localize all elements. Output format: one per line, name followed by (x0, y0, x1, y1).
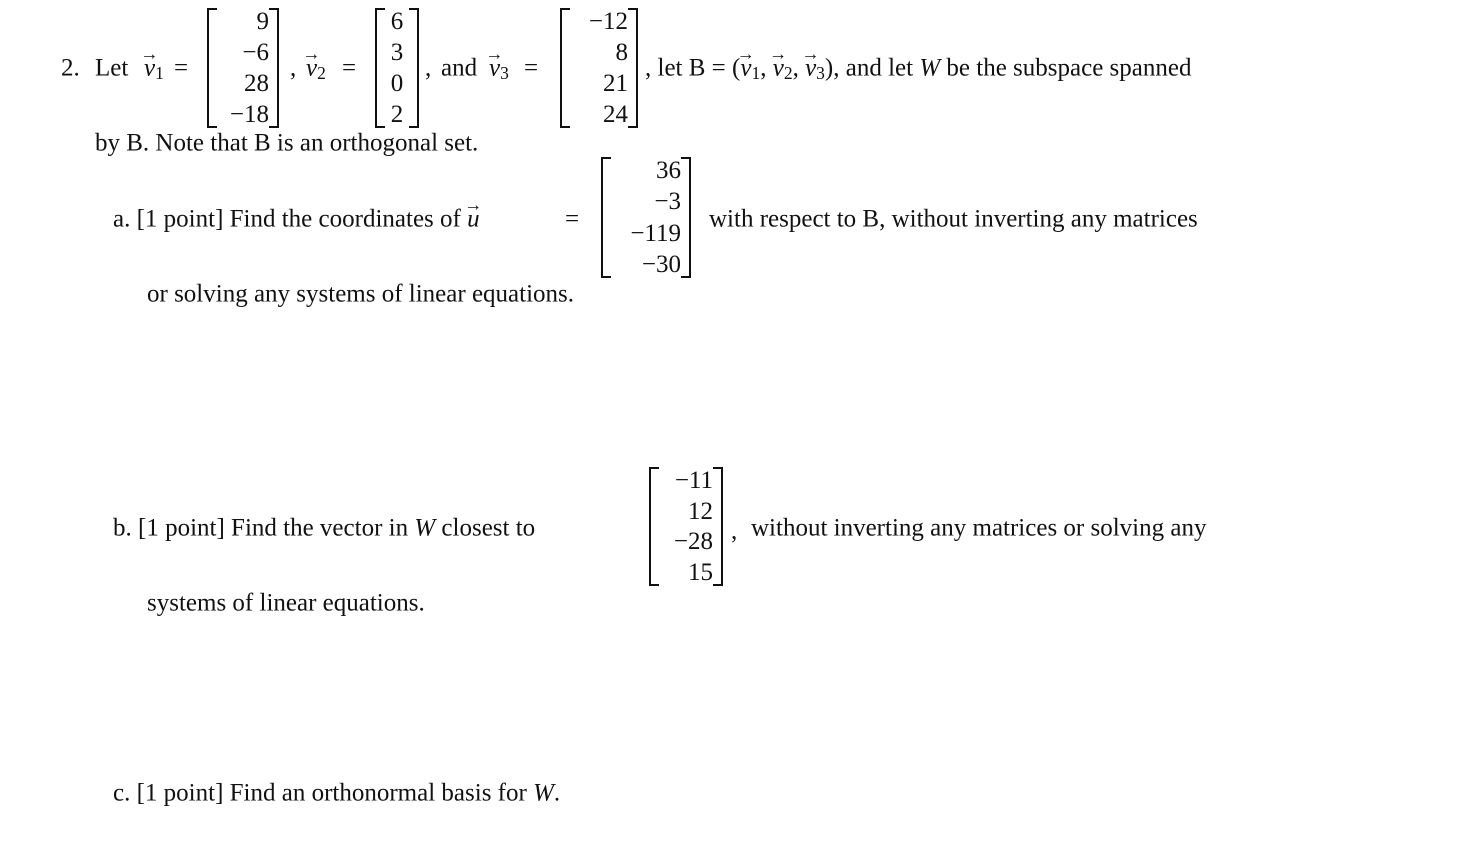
v1-entry: −18 (229, 101, 269, 128)
part-a-line-2: or solving any systems of linear equations. (147, 280, 575, 308)
part-a-text: a. [1 point] Find the coordinates of → u (113, 207, 480, 232)
v1-entry: 9 (256, 8, 269, 35)
problem-number: 2. (61, 54, 80, 82)
problem-statement-line-2: by B. Note that B is an orthogonal set. (95, 129, 479, 157)
comma: , (425, 54, 432, 82)
v1-entry: −6 (242, 39, 269, 66)
v3-matrix (560, 8, 638, 128)
v1-equals: = (174, 54, 189, 82)
v2-entry: 2 (390, 101, 404, 128)
basis-definition-text: , let B = (→ $v_1$, → $v_2$, → $v_3$), and let W be the subspace spanned (645, 56, 1191, 81)
v3-equals: = (524, 54, 539, 82)
u-equals: = (565, 205, 580, 233)
comma: , (731, 517, 738, 545)
part-a-text-continued: with respect to B, without inverting any matrices (709, 205, 1198, 233)
v3-entry: 21 (603, 70, 628, 97)
u-entry: −30 (641, 250, 681, 278)
v1-symbol: → $v_1$ (144, 56, 164, 81)
v1-entry: 28 (244, 70, 269, 97)
v3-entry: −12 (588, 8, 628, 35)
v2-entry: 6 (390, 8, 404, 35)
part-b-text: b. [1 point] Find the vector in W closest to (113, 514, 536, 542)
v2-entry: 3 (390, 39, 404, 66)
part-b-text-continued: without inverting any matrices or solving any (751, 514, 1207, 542)
v3-entry: 8 (615, 39, 628, 66)
v2-equals: = (342, 54, 357, 82)
v3-symbol: → $v_3$ (489, 56, 509, 81)
let-word: Let (95, 54, 129, 82)
comma: , (290, 54, 297, 82)
v2-matrix (375, 8, 419, 128)
u-entry: −119 (630, 219, 681, 247)
and-word: and (441, 54, 478, 82)
target-vector-entry: −28 (673, 528, 713, 556)
v1-matrix (207, 8, 279, 128)
target-vector-entry: −11 (674, 467, 713, 494)
part-c-text: c. [1 point] Find an orthonormal basis for W. (113, 779, 561, 807)
v3-entry: 24 (603, 101, 628, 128)
part-b-line-2: systems of linear equations. (147, 589, 425, 617)
v2-entry: 0 (390, 70, 404, 97)
v2-symbol: → $v_2$ (306, 56, 326, 81)
u-matrix (601, 157, 691, 278)
u-entry: 36 (656, 157, 681, 184)
target-vector-matrix (649, 467, 723, 586)
target-vector-entry: 12 (688, 497, 713, 525)
u-entry: −3 (654, 188, 681, 216)
target-vector-entry: 15 (688, 558, 713, 586)
